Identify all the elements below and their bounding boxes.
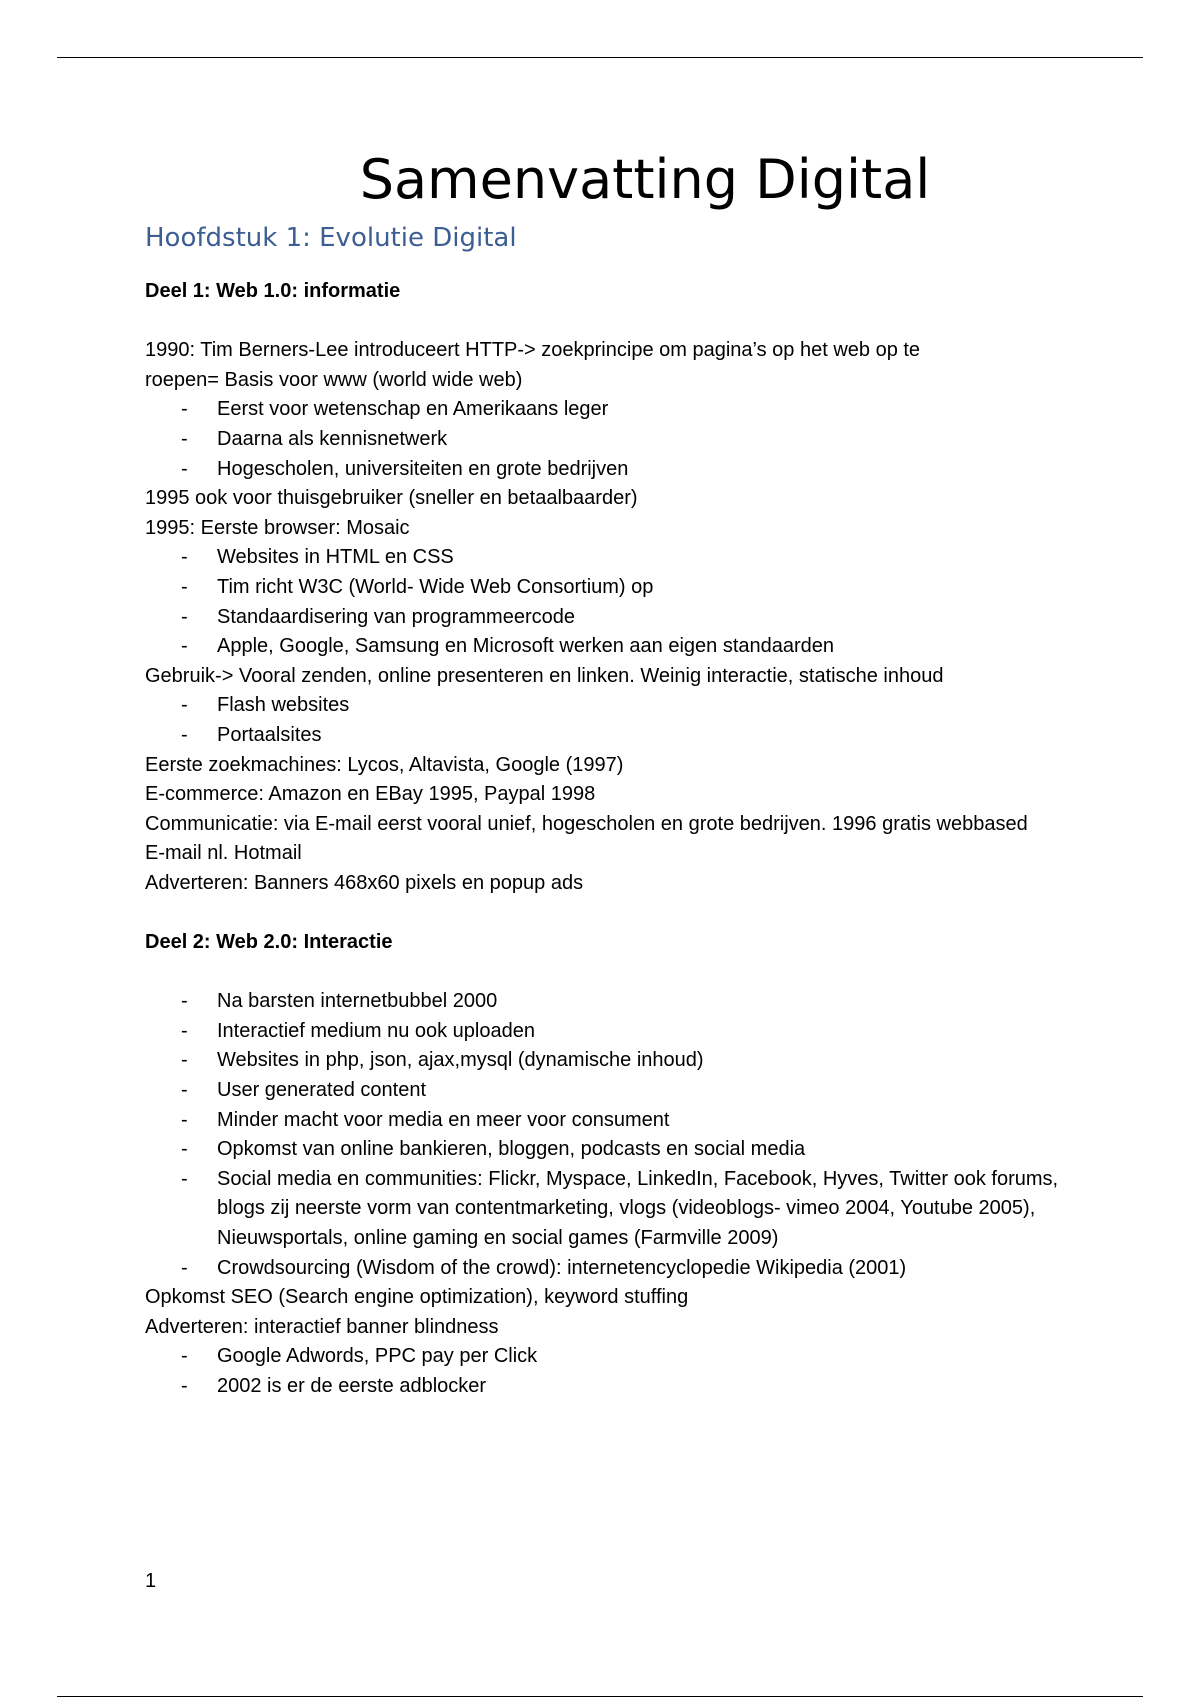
- section-heading-deel2: Deel 2: Web 2.0: Interactie: [145, 931, 393, 954]
- list-item: - Opkomst van online bankieren, bloggen, podcasts en social media: [145, 1135, 1075, 1165]
- list-item: - Interactief medium nu ook uploaden: [145, 1017, 1075, 1047]
- paragraph: Communicatie: via E-mail eerst vooral unief, hogescholen en grote bedrijven. 1996 gratis webbased E-mail nl. Hotmail: [145, 812, 1028, 865]
- list-item: - Portaalsites: [145, 721, 1105, 751]
- list-item: - Websites in HTML en CSS: [145, 543, 1105, 573]
- list-item: - Crowdsourcing (Wisdom of the crowd): internetencyclopedie Wikipedia (2001): [145, 1254, 1075, 1284]
- list-item: - Flash websites: [145, 691, 1105, 721]
- list-item: - Apple, Google, Samsung en Microsoft werken aan eigen standaarden: [145, 632, 1105, 662]
- paragraph: Adverteren: Banners 468x60 pixels en popup ads: [145, 871, 584, 894]
- section-heading-deel1: Deel 1: Web 1.0: informatie: [145, 280, 401, 302]
- list-item: - 2002 is er de eerste adblocker: [145, 1372, 1105, 1402]
- list-item: - Websites in php, json, ajax,mysql (dynamische inhoud): [145, 1046, 1075, 1076]
- list-item: - Hogescholen, universiteiten en grote bedrijven: [145, 455, 1105, 485]
- list-item: - Tim richt W3C (World- Wide Web Consortium) op: [145, 573, 1105, 603]
- list-item: - Minder macht voor media en meer voor consument: [145, 1106, 1075, 1136]
- chapter-heading: Hoofdstuk 1: Evolutie Digital: [145, 223, 517, 253]
- paragraph: Adverteren: interactief banner blindness: [145, 1315, 499, 1338]
- bullet-list: [145, 691, 1105, 750]
- list-item: - Google Adwords, PPC pay per Click: [145, 1342, 1105, 1372]
- document-body: [145, 140, 1105, 1402]
- paragraph: 1995 ook voor thuisgebruiker (sneller en betaalbaarder): [145, 487, 638, 510]
- page-number: 1: [145, 1570, 157, 1592]
- header-rule: [57, 57, 1143, 58]
- list-item: - User generated content: [145, 1076, 1075, 1106]
- paragraph: Gebruik-> Vooral zenden, online presenteren en linken. Weinig interactie, statische inhoud: [145, 664, 944, 687]
- list-item: - Social media en communities: Flickr, Myspace, LinkedIn, Facebook, Hyves, Twitter ook forums, blogs zij neerste vorm van contentmarketing, vlogs (videoblogs- vimeo 2004, Youtube 2005), Nieuwsportals, online gaming en social games (Farmville 2009): [145, 1165, 1075, 1254]
- paragraph: E-commerce: Amazon en EBay 1995, Paypal 1998: [145, 783, 596, 806]
- bullet-list: [145, 1342, 1105, 1401]
- list-item: - Daarna als kennisnetwerk: [145, 425, 1105, 455]
- paragraph: 1990: Tim Berners-Lee introduceert HTTP-> zoekprincipe om pagina’s op het web op te roepen= Basis voor www (world wide web): [145, 339, 921, 391]
- document-title: Samenvatting Digital: [359, 148, 931, 211]
- paragraph: Eerste zoekmachines: Lycos, Altavista, Google (1997): [145, 753, 624, 776]
- paragraph: Opkomst SEO (Search engine optimization), keyword stuffing: [145, 1286, 689, 1309]
- paragraph: 1995: Eerste browser: Mosaic: [145, 516, 410, 539]
- list-item: - Na barsten internetbubbel 2000: [145, 987, 1075, 1017]
- body-text: [145, 277, 1105, 1402]
- bullet-list: [145, 395, 1105, 484]
- list-item: - Eerst voor wetenschap en Amerikaans leger: [145, 395, 1105, 425]
- list-item: - Standaardisering van programmeercode: [145, 603, 1105, 633]
- footer-rule: [57, 1696, 1143, 1697]
- bullet-list: [145, 543, 1105, 661]
- bullet-list: [145, 987, 1075, 1283]
